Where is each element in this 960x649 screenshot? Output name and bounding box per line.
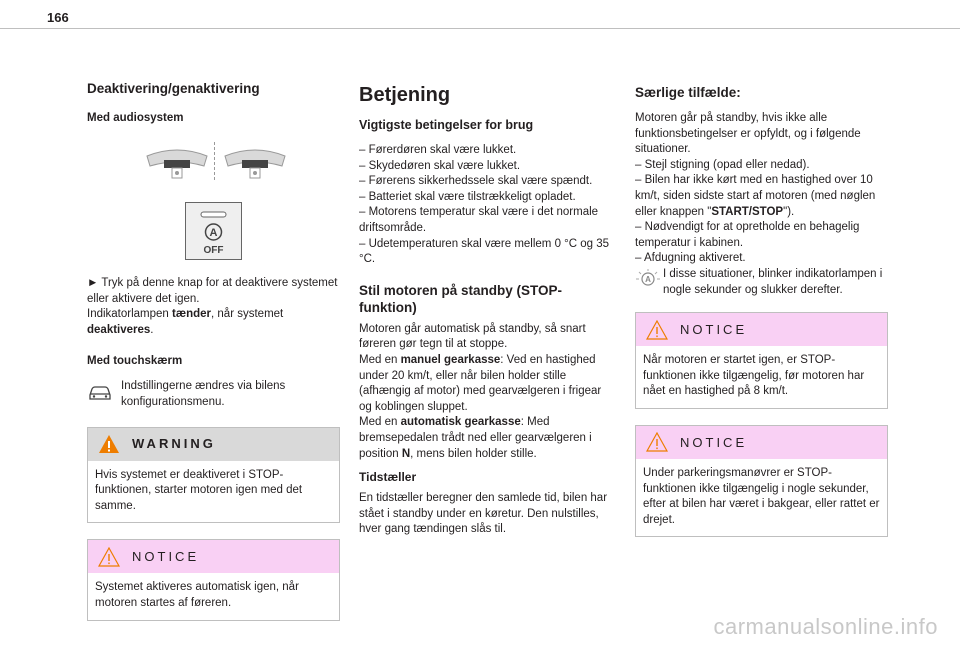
stop-intro: Motoren går automatisk på standby, så snart føreren gør tegn til at stoppe. xyxy=(359,322,586,351)
notice-text: Under parkeringsmanøvrer er STOP-funktionen ikke tilgængelig i nogle sekunder, efter at bilen har været i bakgear, eller rattet er drejet. xyxy=(643,466,880,526)
divider xyxy=(214,142,215,180)
notice-header xyxy=(88,540,339,573)
header-rule xyxy=(0,28,960,29)
stop-start-off-button[interactable] xyxy=(185,202,242,260)
notice-title: NOTICE xyxy=(680,434,748,450)
warning-title: WARNING xyxy=(132,436,216,452)
audio-heading: Med audiosystem xyxy=(87,112,184,124)
manual-gearbox-text: Med en manuel gearkasse: Ved en hastighed under 20 km/t, eller når bilen holder stille (afhængig af motor) med gearvælgeren i frigear og koblingen sluppet. xyxy=(359,353,602,413)
counter-heading: Tidstæller xyxy=(359,470,417,485)
notice-text: Når motoren er startet igen, er STOP-funktionen ikke tilgængelig, før motoren har nået en hastighed på 8 km/t. xyxy=(643,354,865,398)
svg-text:A: A xyxy=(645,274,651,284)
conditions-heading: Vigtigste betingelser for brug xyxy=(359,118,534,132)
notice-text: Systemet aktiveres automatisk igen, når motoren startes af føreren. xyxy=(95,581,299,609)
column-operation xyxy=(359,80,612,538)
auto-stop-off-icon xyxy=(186,203,241,259)
list-item: – Batteriet skal være tilstrækkeligt opladet. xyxy=(359,190,576,203)
warning-triangle-icon xyxy=(98,434,120,454)
automatic-gearbox-text: Med en automatisk gearkasse: Med bremsepedalen trådt ned eller gearvælgeren i position N, mens bilen holder stille. xyxy=(359,416,592,460)
section-heading: Deaktivering/genaktivering xyxy=(87,81,260,96)
list-item: – Stejl stigning (opad eller nedad). xyxy=(635,158,810,171)
conditions-list xyxy=(359,143,612,268)
warning-header xyxy=(88,428,339,461)
list-item: – Bilen har ikke kørt med en hastighed over 10 km/t, siden sidste start af motoren (med nøglen eller knappen "START/STOP"). xyxy=(635,174,876,218)
warning-box xyxy=(87,427,340,524)
auto-stop-blink-icon xyxy=(635,268,661,290)
special-intro: Motoren går på standby, hvis ikke alle funktionsbetingelser er opfyldt, og i følgende situationer. xyxy=(635,112,861,156)
touch-heading: Med touchskærm xyxy=(87,355,183,368)
notice-box xyxy=(635,425,888,537)
list-item: – Afdugning aktiveret. xyxy=(635,252,746,265)
list-item: – Skydedøren skal være lukket. xyxy=(359,159,521,172)
notice-header xyxy=(636,313,887,346)
special-cases-heading: Særlige tilfælde: xyxy=(635,85,741,100)
list-item: – Nødvendigt for at opretholde en behagelig temperatur i kabinen. xyxy=(635,221,860,249)
page-number: 166 xyxy=(47,10,69,25)
list-item: – Udetemperaturen skal være mellem 0 °C og 35 °C. xyxy=(359,237,610,266)
touchscreen-note: Indstillingerne ændres via bilens konfigurationsmenu. xyxy=(87,379,340,410)
steering-wheel-illustration xyxy=(87,136,340,256)
notice-triangle-icon xyxy=(98,547,120,567)
indicator-note: A I disse situationer, blinker indikatorlampen i nogle sekunder og slukker derefter. xyxy=(635,267,888,298)
notice-title: NOTICE xyxy=(132,549,200,565)
page-title: Betjening xyxy=(359,84,451,106)
watermark: carmanualsonline.info xyxy=(713,614,938,639)
stop-function-heading: Stil motoren på standby (STOP-funktion) xyxy=(359,282,563,315)
column-special-cases xyxy=(635,80,888,537)
notice-title: NOTICE xyxy=(680,321,748,337)
notice-header xyxy=(636,426,887,459)
notice-box xyxy=(635,312,888,409)
svg-text:A: A xyxy=(209,227,218,239)
instruction-text: ► Tryk på denne knap for at deaktivere systemet eller aktivere det igen. Indikatorlampen tænder, når systemet deaktiveres. xyxy=(87,277,338,336)
notice-triangle-icon xyxy=(646,320,668,340)
list-item: – Førerdøren skal være lukket. xyxy=(359,144,517,156)
steering-wheel-icon xyxy=(220,144,290,182)
car-settings-icon xyxy=(87,382,113,402)
steering-wheel-icon xyxy=(142,144,212,182)
warning-text: Hvis systemet er deaktiveret i STOP-funktionen, starter motoren igen med det samme. xyxy=(95,468,303,512)
list-item: – Motorens temperatur skal være i det normale driftsområde. xyxy=(359,206,599,234)
notice-triangle-icon xyxy=(646,432,668,452)
list-item: – Førerens sikkerhedssele skal være spændt. xyxy=(359,175,593,188)
notice-box xyxy=(87,539,340,620)
counter-text: En tidstæller beregner den samlede tid, bilen har stået i standby under en køretur. Den nulstilles, hver gang tændingen slås til. xyxy=(359,492,608,536)
svg-text:OFF: OFF xyxy=(203,245,224,256)
column-deactivation xyxy=(87,80,340,621)
